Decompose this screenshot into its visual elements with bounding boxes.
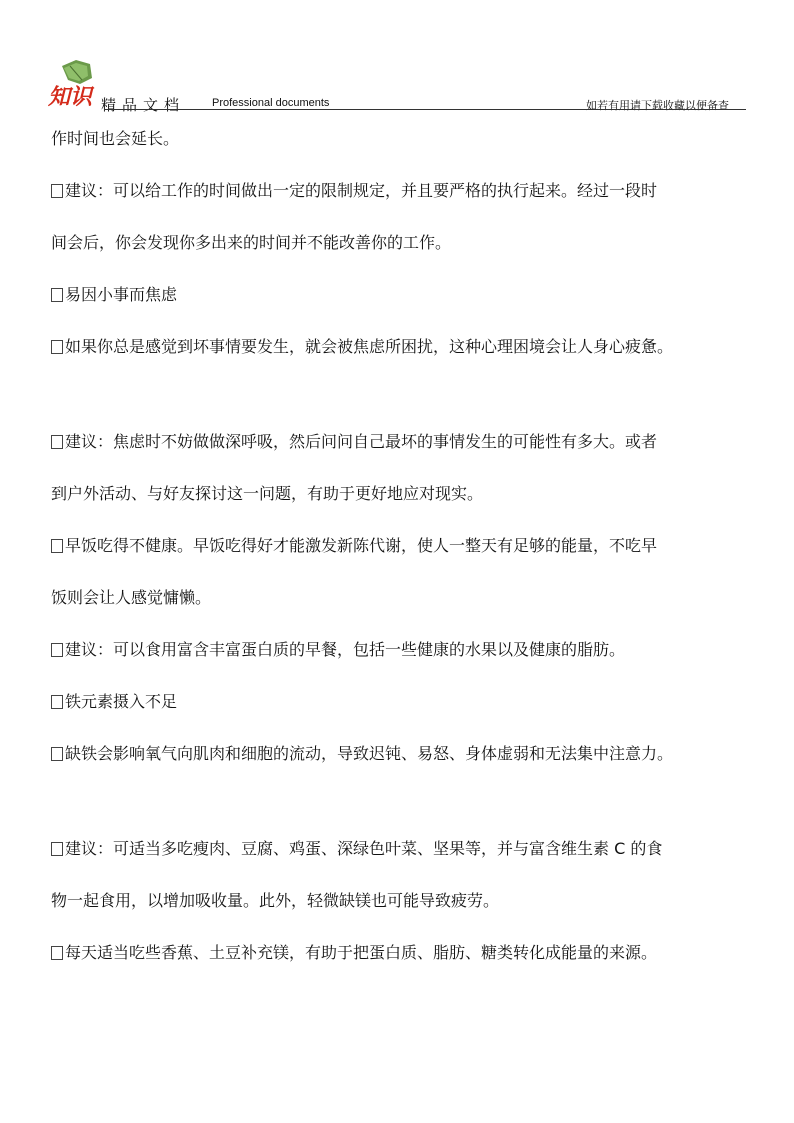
paragraph-text: 到户外活动、与好友探讨这一问题，有助于更好地应对现实。 bbox=[51, 484, 484, 503]
paragraph bbox=[51, 126, 771, 152]
paragraph bbox=[51, 481, 771, 507]
document-body bbox=[51, 122, 771, 966]
checkbox-icon bbox=[51, 747, 63, 761]
header-title: 精品文档 bbox=[101, 96, 186, 114]
checkbox-icon bbox=[51, 184, 63, 198]
paragraph bbox=[51, 689, 771, 715]
paragraph-text: 间会后，你会发现你多出来的时间并不能改善你的工作。 bbox=[51, 233, 452, 252]
paragraph bbox=[51, 836, 771, 862]
checkbox-icon bbox=[51, 695, 63, 709]
paragraph-text: 建议：可以给工作的时间做出一定的限制规定，并且要严格的执行起来。经过一段时 bbox=[65, 181, 658, 200]
paragraph-text: 易因小事而焦虑 bbox=[65, 285, 178, 304]
paragraph bbox=[51, 741, 771, 767]
paragraph-text: 建议：可以食用富含丰富蛋白质的早餐，包括一些健康的水果以及健康的脂肪。 bbox=[65, 640, 626, 659]
paragraph bbox=[51, 230, 771, 256]
checkbox-icon bbox=[51, 435, 63, 449]
paragraph bbox=[51, 429, 771, 455]
checkbox-icon bbox=[51, 288, 63, 302]
paragraph-text: 建议：焦虑时不妨做做深呼吸，然后问问自己最坏的事情发生的可能性有多大。或者 bbox=[65, 432, 658, 451]
paragraph-text: 铁元素摄入不足 bbox=[65, 692, 178, 711]
paragraph-text: 缺铁会影响氧气向肌肉和细胞的流动，导致迟钝、易怒、身体虚弱和无法集中注意力。 bbox=[65, 744, 674, 763]
header-note: 如若有用请下载收藏以便备查 bbox=[586, 99, 729, 112]
paragraph-text: 物一起食用，以增加吸收量。此外，轻微缺镁也可能导致疲劳。 bbox=[51, 891, 500, 910]
paragraph-text: 建议：可适当多吃瘦肉、豆腐、鸡蛋、深绿色叶菜、坚果等，并与富含维生素 C 的食 bbox=[65, 839, 663, 858]
paragraph-text: 如果你总是感觉到坏事情要发生，就会被焦虑所困扰，这种心理困境会让人身心疲惫。 bbox=[65, 337, 674, 356]
paragraph bbox=[51, 940, 771, 966]
paragraph-text: 作时间也会延长。 bbox=[51, 129, 180, 148]
paragraph bbox=[51, 533, 771, 559]
page-header bbox=[0, 0, 794, 112]
paragraph bbox=[51, 282, 771, 308]
header-divider bbox=[104, 109, 746, 110]
svg-text:知识: 知识 bbox=[48, 84, 93, 108]
paragraph-text: 早饭吃得不健康。早饭吃得好才能激发新陈代谢，使人一整天有足够的能量，不吃早 bbox=[65, 536, 658, 555]
paragraph bbox=[51, 637, 771, 663]
checkbox-icon bbox=[51, 643, 63, 657]
paragraph bbox=[51, 888, 771, 914]
checkbox-icon bbox=[51, 340, 63, 354]
header-subtitle: Professional documents bbox=[212, 97, 330, 109]
paragraph-text: 饭则会让人感觉慵懒。 bbox=[51, 588, 212, 607]
paragraph bbox=[51, 585, 771, 611]
checkbox-icon bbox=[51, 539, 63, 553]
paragraph bbox=[51, 334, 771, 360]
knowledge-logo-icon bbox=[46, 56, 104, 108]
paragraph bbox=[51, 178, 771, 204]
checkbox-icon bbox=[51, 946, 63, 960]
paragraph-text: 每天适当吃些香蕉、土豆补充镁，有助于把蛋白质、脂肪、糖类转化成能量的来源。 bbox=[65, 943, 658, 962]
checkbox-icon bbox=[51, 842, 63, 856]
